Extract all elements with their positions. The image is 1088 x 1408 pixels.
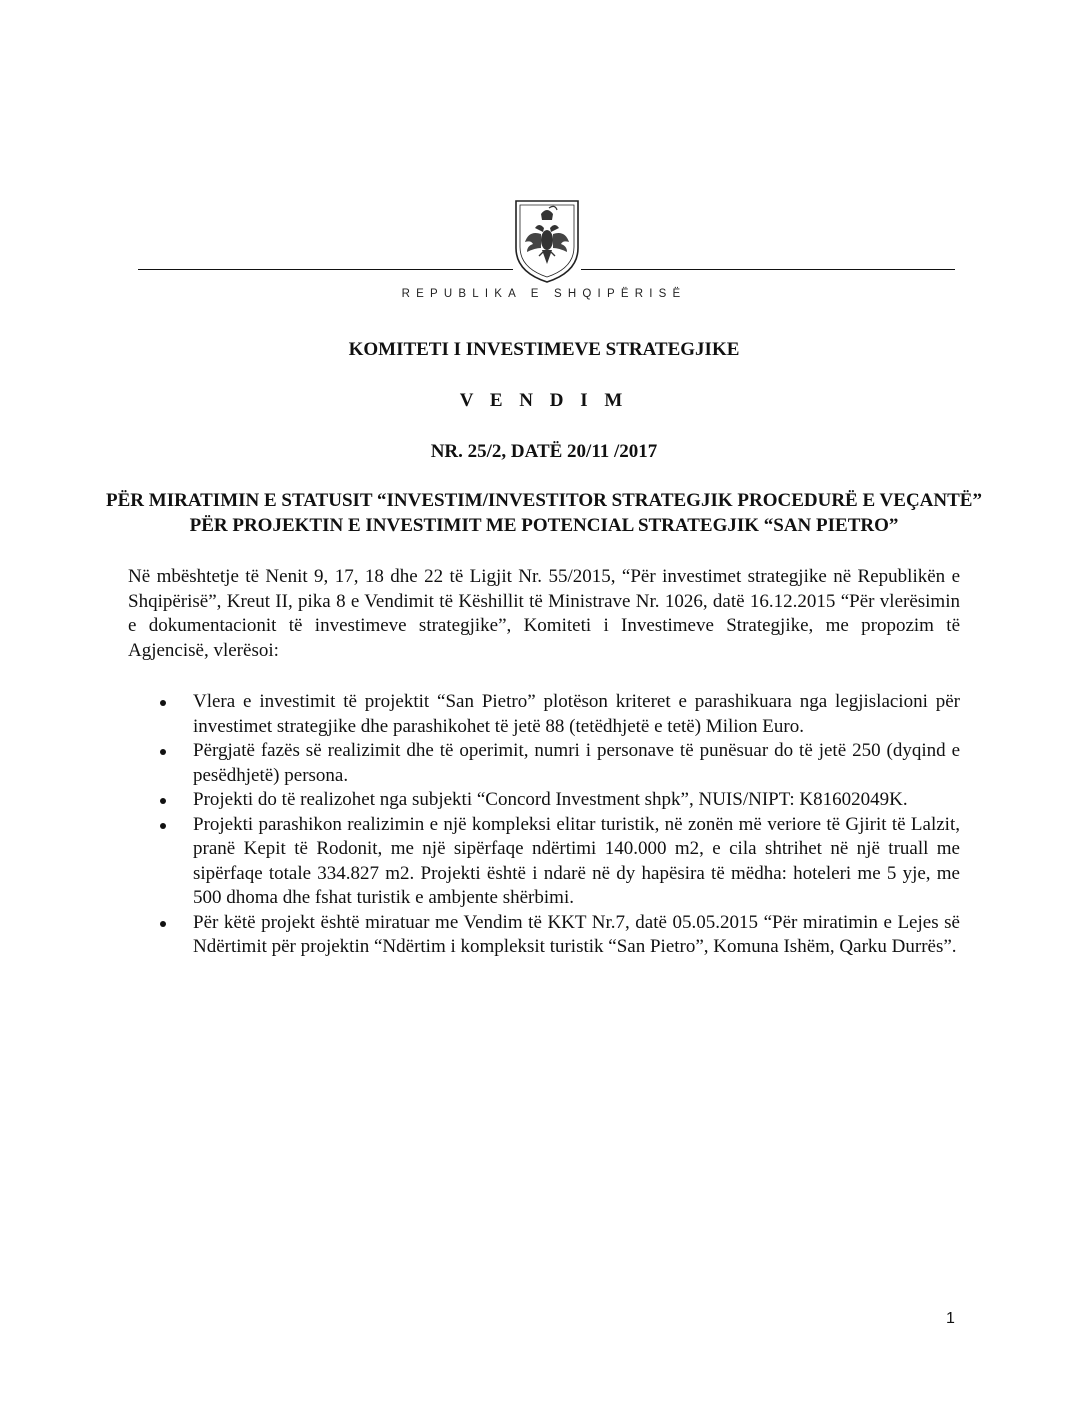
bullet-icon: [160, 798, 166, 804]
list-item: [160, 911, 960, 960]
committee-title: KOMITETI I INVESTIMEVE STRATEGJIKE: [348, 339, 740, 360]
page-number: 1: [946, 1310, 955, 1327]
list-item: [160, 813, 960, 911]
decision-subject: PËR MIRATIMIN E STATUSIT “INVESTIM/INVESTITOR STRATEGJIK PROCEDURË E VEÇANTË” PËR PROJEKTIN E INVESTIMIT ME POTENCIAL STRATEGJIK “SAN PIETRO”: [106, 490, 982, 536]
list-item: [160, 690, 960, 739]
bullet-icon: [160, 700, 166, 706]
bullet-icon: [160, 823, 166, 829]
assessment-list: [160, 690, 960, 960]
list-item-text: Vlera e investimit të projektit “San Pietro” plotëson kriteret e parashikuara nga legjislacioni për investimet strategjike dhe parashikohet të jetë 88 (tetëdhjetë e tetë) Milion Euro.: [193, 691, 960, 737]
list-item-text: Projekti parashikon realizimin e një kompleksi elitar turistik, në zonën më veriore të Gjirit të Lalzit, pranë Kepit të Rodonit, me një sipërfaqe ndërtimi 140.000 m2, e cila shtrihet në një truall me sipërfaqe totale 334.827 m2. Projekti është i ndarë në dy hapësira të mëdha: hoteleri me 5 yje, me 500 dhoma dhe fshat turistik e ambjente shërbimi.: [193, 813, 960, 908]
bullet-icon: [160, 749, 166, 755]
preamble-paragraph: Në mbështetje të Nenit 9, 17, 18 dhe 22 të Ligjit Nr. 55/2015, “Për investimet strategjike në Republikën e Shqipërisë”, Kreut II, pika 8 e Vendimit të Këshillit të Ministrave Nr. 1026, datë 16.12.2015 “Për vlerësimin e dokumentacionit të investimeve strategjike”, Komiteti i Investimeve Strategjike, me propozim të Agjencisë, vlerësoi:: [128, 566, 960, 661]
list-item-text: Përgjatë fazës së realizimit dhe të operimit, numri i personave të punësuar do të jetë 250 (dyqind e pesëdhjetë) persona.: [193, 740, 960, 786]
list-item: [160, 739, 960, 788]
document-type: V E N D I M: [459, 390, 629, 411]
header-rule-right: [581, 269, 955, 270]
list-item-text: Për këtë projekt është miratuar me Vendim të KKT Nr.7, datë 05.05.2015 “Për miratimin e Lejes së Ndërtimit për projektin “Ndërtim i kompleksit turistik “San Pietro”, Komuna Ishëm, Qarku Durrës”.: [193, 911, 960, 957]
decision-number: NR. 25/2, DATË 20/11 /2017: [430, 441, 658, 462]
country-title: REPUBLIKA E SHQIPËRISË: [401, 288, 687, 300]
header-rule-left: [138, 269, 513, 270]
bullet-icon: [160, 921, 166, 927]
albanian-coat-of-arms-icon: [513, 198, 581, 284]
list-item-text: Projekti do të realizohet nga subjekti “Concord Investment shpk”, NUIS/NIPT: K81602049K.: [193, 789, 908, 810]
list-item: [160, 788, 960, 813]
